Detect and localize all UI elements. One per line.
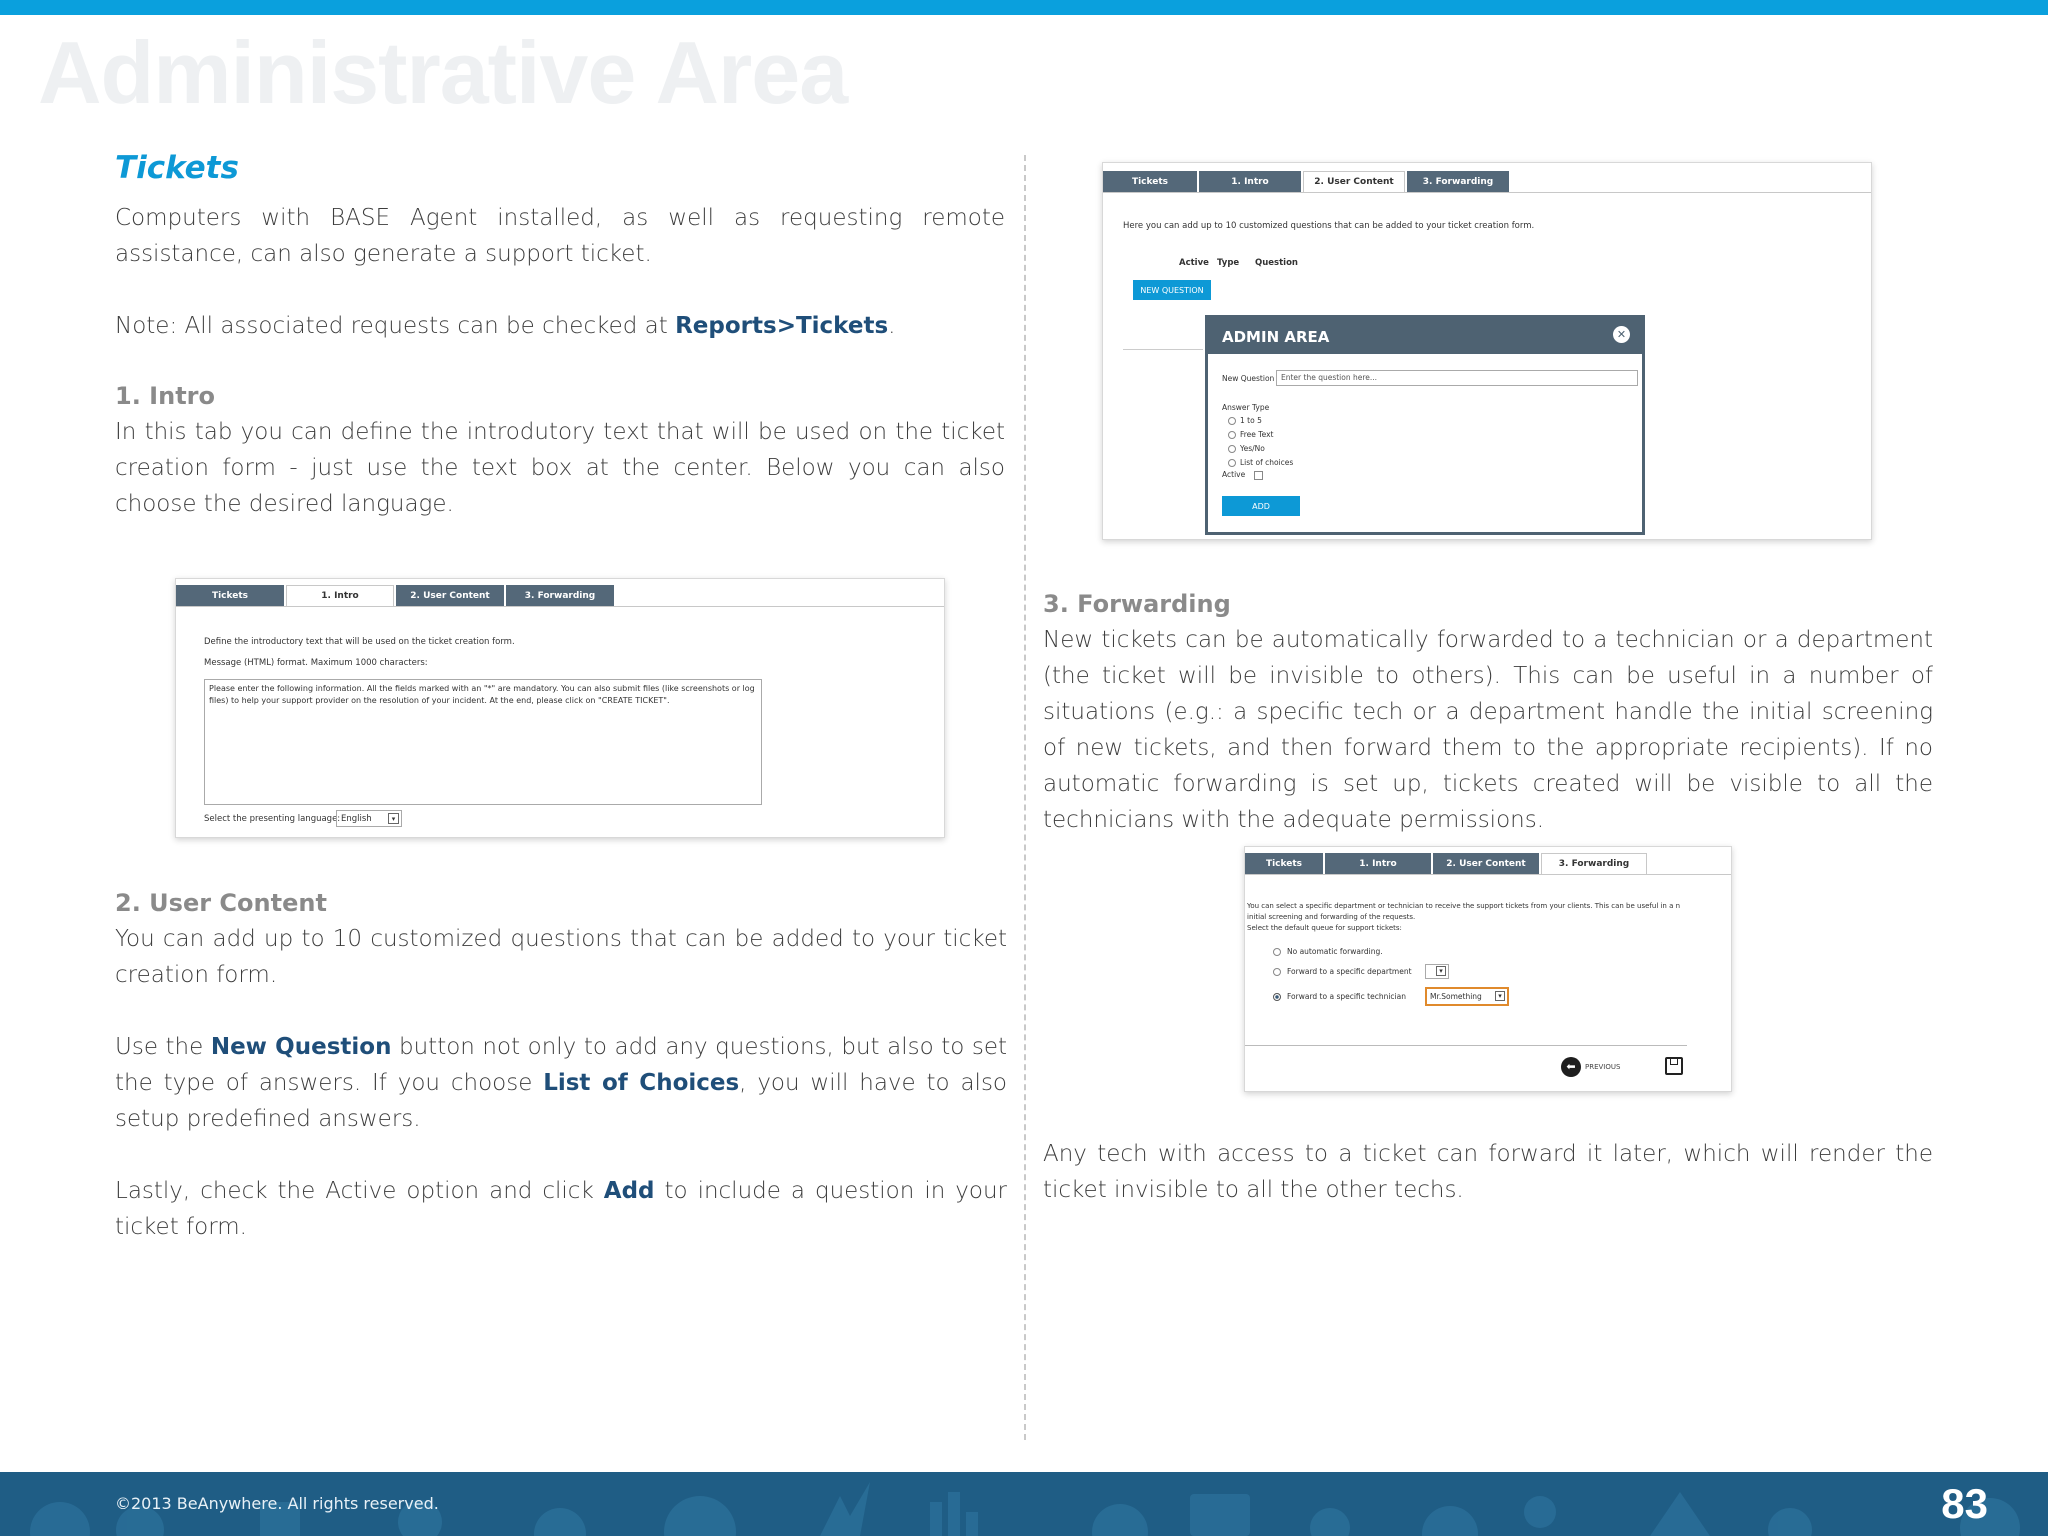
- tab-forwarding[interactable]: 3. Forwarding: [1407, 171, 1509, 192]
- left-column-lower: [115, 885, 1008, 1245]
- note-text: Note: All associated requests can be checked at: [115, 313, 676, 339]
- close-icon[interactable]: ✕: [1613, 326, 1630, 343]
- screenshot-intro-tab: [175, 578, 945, 838]
- technician-select[interactable]: Mr.Something ▾: [1425, 987, 1509, 1006]
- active-checkbox-row: Active: [1222, 470, 1263, 480]
- section-title-tickets: Tickets: [115, 150, 239, 186]
- tab-intro[interactable]: 1. Intro: [1325, 853, 1431, 874]
- chevron-down-icon: ▾: [1436, 966, 1446, 976]
- tab-tickets[interactable]: Tickets: [1245, 853, 1323, 874]
- add-button[interactable]: ADD: [1222, 496, 1300, 516]
- tab-forwarding[interactable]: 3. Forwarding: [506, 585, 614, 606]
- left-column: [115, 150, 1005, 522]
- save-icon[interactable]: [1665, 1057, 1683, 1075]
- tab-forwarding[interactable]: 3. Forwarding: [1541, 853, 1647, 874]
- tab-user-content[interactable]: 2. User Content: [1303, 171, 1405, 192]
- heading-intro: 1. Intro: [115, 382, 215, 410]
- heading-user-content: 2. User Content: [115, 889, 327, 917]
- tab-intro[interactable]: 1. Intro: [286, 585, 394, 606]
- chevron-down-icon: ▾: [388, 813, 399, 824]
- paragraph-intro: Computers with BASE Agent installed, as well as requesting remote assistance, can also generate a support ticket.: [115, 205, 1005, 267]
- copyright-text: ©2013 BeAnywhere. All rights reserved.: [115, 1494, 439, 1513]
- radio-list-of-choices[interactable]: List of choices: [1228, 456, 1293, 470]
- new-question-term: New Question: [210, 1034, 392, 1060]
- language-select[interactable]: English ▾: [336, 810, 402, 827]
- intro-textarea[interactable]: Please enter the following information. All the fields marked with an "*" are mandatory. You can also submit files (like screenshots or log files) to help your support provider on the resolution of your incident. At the end, please click on "CREATE TICKET".: [204, 679, 762, 805]
- paragraph-note: Note: All associated requests can be checked at Reports>Tickets.: [115, 313, 896, 339]
- department-select[interactable]: [1425, 964, 1449, 979]
- reports-tickets-link[interactable]: Reports>Tickets: [675, 313, 889, 339]
- screenshot-forwarding: [1244, 846, 1732, 1092]
- radio-no-forwarding[interactable]: No automatic forwarding.: [1273, 947, 1383, 956]
- radio-free-text[interactable]: Free Text: [1228, 428, 1293, 442]
- tab-tickets[interactable]: Tickets: [1103, 171, 1197, 192]
- page-number: 83: [1941, 1480, 1988, 1527]
- top-accent-bar: [0, 0, 2048, 15]
- chevron-down-icon: ▾: [1495, 991, 1505, 1001]
- paragraph-new-question: Use the New Question button not only to add any questions, but also to set the type of answers. If you choose List of Choices, you will have to also setup predefined answers.: [115, 1034, 1008, 1132]
- admin-area-modal: [1205, 315, 1645, 535]
- paragraph-intro-tab: In this tab you can define the introdutory text that will be used on the ticket creation form - just use the text box at the center. Below you can also choose the desired language.: [115, 419, 1005, 517]
- answer-type-label: Answer Type: [1222, 403, 1270, 412]
- heading-forwarding: 3. Forwarding: [1043, 590, 1231, 618]
- new-question-label: New Question: [1222, 374, 1275, 383]
- column-divider: [1024, 155, 1026, 1440]
- paragraph-forwarding: New tickets can be automatically forwarded to a technician or a department (the ticket will be invisible to others). This can be useful in a number of situations (e.g.: a specific tech or a department handle the initial screening of new tickets, and then forward them to the appropriate recipients). If no automatic forwarding is set up, tickets created will be visible to all the technicians with the adequate permissions.: [1043, 627, 1933, 833]
- modal-title: ADMIN AREA: [1222, 328, 1330, 346]
- arrow-left-icon: ⬅: [1561, 1057, 1581, 1077]
- col-question: Question: [1255, 258, 1298, 268]
- radio-forward-technician[interactable]: Forward to a specific technician: [1273, 992, 1406, 1001]
- radio-forward-department[interactable]: Forward to a specific department: [1273, 967, 1412, 976]
- screenshot-user-content: [1102, 162, 1872, 540]
- uc-description: Here you can add up to 10 customized questions that can be added to your ticket creation form.: [1123, 221, 1535, 231]
- language-label: Select the presenting language:: [204, 814, 341, 824]
- add-term: Add: [603, 1178, 655, 1204]
- list-of-choices-term: List of Choices: [543, 1070, 740, 1096]
- intro-format-note: Message (HTML) format. Maximum 1000 characters:: [204, 658, 428, 668]
- answer-type-options: [1228, 414, 1293, 470]
- right-column: [1043, 586, 1933, 838]
- intro-description: Define the introductory text that will be used on the ticket creation form.: [204, 637, 515, 647]
- tab-tickets[interactable]: Tickets: [176, 585, 284, 606]
- new-question-button[interactable]: NEW QUESTION: [1133, 280, 1211, 300]
- paragraph-user-content: You can add up to 10 customized questions that can be added to your ticket creation form.: [115, 926, 1007, 988]
- page-header-title: Administrative Area: [38, 23, 848, 122]
- right-column-lower: [1043, 1136, 1933, 1208]
- radio-1-to-5[interactable]: 1 to 5: [1228, 414, 1293, 428]
- modal-header: [1208, 318, 1642, 354]
- new-question-input[interactable]: Enter the question here...: [1276, 370, 1638, 386]
- tab-user-content[interactable]: 2. User Content: [1433, 853, 1539, 874]
- previous-button[interactable]: ⬅ PREVIOUS: [1561, 1057, 1620, 1077]
- col-active: Active: [1179, 258, 1209, 268]
- paragraph-forward-later: Any tech with access to a ticket can forward it later, which will render the ticket invisible to all the other techs.: [1043, 1141, 1933, 1203]
- active-checkbox[interactable]: [1254, 471, 1263, 480]
- footer-bar: [0, 1472, 2048, 1536]
- paragraph-add: Lastly, check the Active option and click Add to include a question in your ticket form.: [115, 1178, 1007, 1240]
- forwarding-description: You can select a specific department or technician to receive the support tickets from your clients. This can be useful in a n initial screening and forwarding of the requests. Select the default queue for support tickets:: [1247, 902, 1681, 932]
- tab-intro[interactable]: 1. Intro: [1199, 171, 1301, 192]
- col-type: Type: [1217, 258, 1240, 268]
- radio-yes-no[interactable]: Yes/No: [1228, 442, 1293, 456]
- tab-user-content[interactable]: 2. User Content: [396, 585, 504, 606]
